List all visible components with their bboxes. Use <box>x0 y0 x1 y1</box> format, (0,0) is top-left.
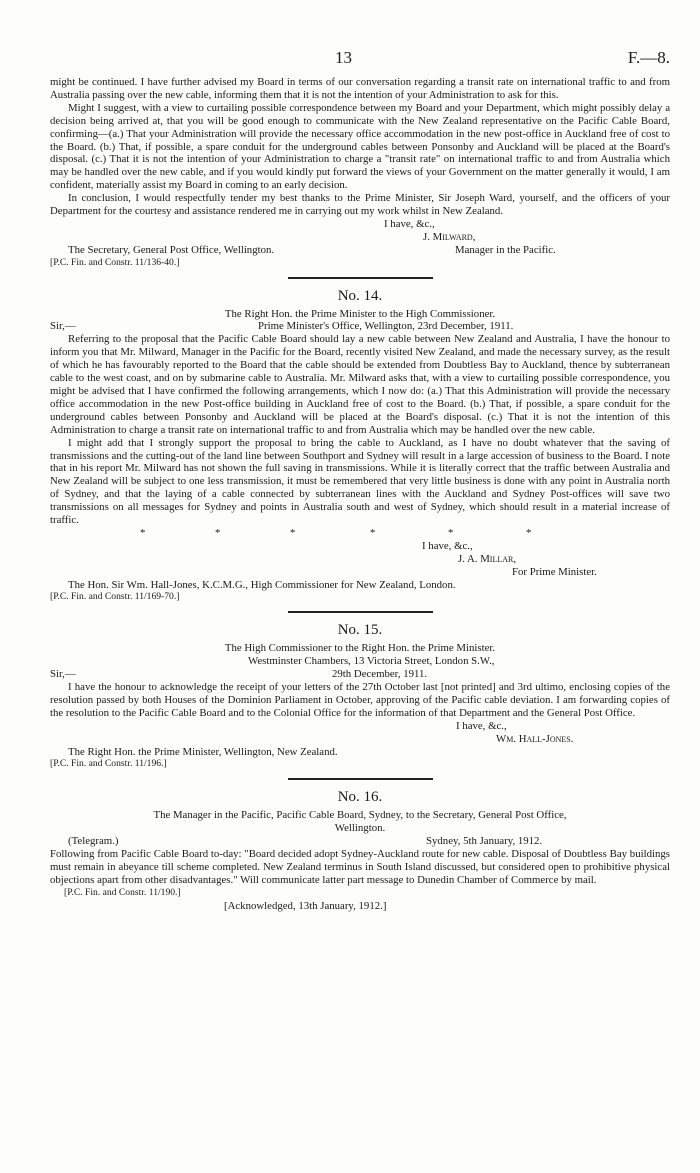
file-reference: [P.C. Fin. and Constr. 11/136-40.] <box>50 256 180 268</box>
section-number: No. 15. <box>337 622 383 639</box>
star: * <box>290 526 296 539</box>
from-to-line: The Manager in the Pacific, Pacific Cable Board, Sydney, to the Secretary, General Post Office, <box>153 809 567 822</box>
signer-title: Manager in the Pacific. <box>455 243 556 256</box>
signature-line <box>50 553 670 566</box>
addressee-line <box>50 244 670 257</box>
file-reference: [P.C. Fin. and Constr. 11/196.] <box>50 758 167 770</box>
closing: I have, &c., <box>384 217 435 230</box>
document-reference: F.—8. <box>627 48 670 67</box>
letter-16 <box>50 789 670 912</box>
salutation-line <box>50 320 670 333</box>
closing: I have, &c., <box>422 539 473 552</box>
omission-stars <box>50 527 670 540</box>
section-number: No. 14. <box>337 287 383 304</box>
letter-13-continuation <box>50 76 670 270</box>
salutation-line <box>50 668 670 681</box>
from-to-line: The Right Hon. the Prime Minister to the High Commissioner. <box>224 307 496 320</box>
place-date: Prime Minister's Office, Wellington, 23rd December, 1911. <box>258 320 514 333</box>
section-divider <box>288 778 433 780</box>
paragraph: Referring to the proposal that the Pacific Cable Board should lay a new cable between New Zealand and Australia, I have the honour to inform you that Mr. Milward, Manager in the Pacific for the Board, recently visited New Zealand, and made the necessary survey, as the result of which he has favourably reported to the Board that the cable should be extended from Doubtless Bay to Auckland, thence by subterranean cable to the west coast, and on by submarine cable to Australia. Mr. Milward asks that, with a view to curtailing possible correspondence, you might be advised that I have confirmed the following arrangements, which I now do: (a.) That this Administration will provide the necessary office accommodation in the new Post-office building in Auckland free of cost to the Board. (b.) That, if possible, a spare conduit for the underground cables between Ponsonby and Auckland will be placed at the Board's disposal. (c.) That it is not the intention of this Administration to charge a transit rate on international traffic to and from Australia which may be handled over the new cable. <box>50 333 670 436</box>
file-reference: [P.C. Fin. and Constr. 11/190.] <box>64 886 181 898</box>
paragraph: might be continued. I have further advised my Board in terms of our conversation regarding a transit rate on international traffic to and from Australia passing over the new cable, informing them that it is not the intention of your Administration to ask for this. <box>50 76 670 101</box>
place: Westminster Chambers, 13 Victoria Street, London S.W., <box>248 655 495 668</box>
addressee: The Secretary, General Post Office, Wellington. <box>68 243 275 256</box>
document-body <box>50 76 670 913</box>
paragraph: Might I suggest, with a view to curtailing possible correspondence between my Board and your Department, which might possibly delay a decision being arrived at, that you will be good enough to communicate with the New Zealand representative on the Pacific Cable Board, confirming—(a.) That your Administration will provide the necessary office accommodation in the new post-office in Auckland free of cost to the Board. (b.) That, if possible, a spare conduit for the underground cables between Ponsonby and Auckland will be placed at the Board's disposal. (c.) That it is not the intention of your Administration to charge a "transit rate" on international traffic to and from Australia which may be handled over the new cable, and if you would kindly put forward the views of your Government on the matter generally it would, I am confident, materially assist my Board in coming to an early decision. <box>50 101 670 192</box>
closing: I have, &c., <box>456 719 507 732</box>
paragraph: I have the honour to acknowledge the receipt of your letters of the 27th October last [not printed] and 3rd ultimo, enclosing copies of the resolution passed by both Houses of the Dominion Parliament in October, approving of the Pacific cable deviation. I am forwarding copies of the resolution to the Pacific Cable Board and to the Colonial Office for the information of that Department and the General Post Office. <box>50 681 670 719</box>
section-divider <box>288 277 433 279</box>
date: 29th December, 1911. <box>332 668 428 681</box>
telegram-label: (Telegram.) <box>68 835 119 848</box>
section-number: No. 16. <box>337 789 383 806</box>
signer-title-line <box>50 566 670 579</box>
star: * <box>370 526 376 539</box>
file-reference: [P.C. Fin. and Constr. 11/169-70.] <box>50 591 180 603</box>
from-to-line-2: Wellington. <box>334 822 386 835</box>
paragraph: In conclusion, I would respectfully tender my best thanks to the Prime Minister, Sir Joseph Ward, yourself, and the officers of your Department for the courtesy and assistance rendered me in carrying out my work whilst in New Zealand. <box>50 192 670 218</box>
place-date: Sydney, 5th January, 1912. <box>426 835 543 848</box>
acknowledgement: [Acknowledged, 13th January, 1912.] <box>224 899 387 912</box>
letter-15 <box>50 622 670 771</box>
closing-line <box>50 720 670 733</box>
signature-line <box>50 231 670 244</box>
star: * <box>526 526 532 539</box>
signer-name: J. A. Millar, <box>458 552 517 565</box>
star: * <box>140 526 146 539</box>
place-line <box>50 655 670 668</box>
salutation: Sir,— <box>50 320 76 333</box>
letter-14 <box>50 288 670 605</box>
signer-title: For Prime Minister. <box>512 565 597 578</box>
telegram-line <box>50 835 670 848</box>
paragraph: I might add that I strongly support the proposal to bring the cable to Auckland, as I have no doubt whatever that the saving of transmissions and the cutting-out of the land line between Southport and Sydney will result in a large accession of business to the Board. I note that in his report Mr. Milward has not shown the full saving in transmissions. While it is literally correct that the traffic between Australia and New Zealand will be subject to one less transmission, it must be remembered that very little business is done with any point in Australia north of Sydney, and that the laying of a cable connected by subterranean lines with the Auckland and Sydney Post-offices will save two transmissions on all messages for Sydney and points in Australia south and west of Sydney, which should result in a material increase of traffic. <box>50 436 670 527</box>
paragraph: Following from Pacific Cable Board to-day: "Board decided adopt Sydney-Auckland route for new cable. Disposal of Doubtless Bay buildings must remain in abeyance till scheme completed. New Zealand terminus in South Island discussed, but considered open to prohibitive physical objections apart from other disadvantages." Will communicate latter part message to Dunedin Chamber of Commerce by mail. <box>50 848 670 886</box>
star: * <box>215 526 221 539</box>
section-divider <box>288 611 433 613</box>
salutation: Sir,— <box>50 668 76 681</box>
page-header <box>50 48 670 68</box>
from-to-line: The High Commissioner to the Right Hon. the Prime Minister. <box>224 642 496 655</box>
addressee: The Right Hon. the Prime Minister, Wellington, New Zealand. <box>68 745 338 758</box>
page-number: 13 <box>335 48 352 67</box>
addressee: The Hon. Sir Wm. Hall-Jones, K.C.M.G., High Commissioner for New Zealand, London. <box>68 578 456 591</box>
signer-name: Wm. Hall-Jones. <box>496 732 574 745</box>
signer-name: J. Milward, <box>423 230 476 243</box>
closing-line <box>50 540 670 553</box>
document-page <box>50 0 670 1173</box>
closing-line <box>50 218 670 231</box>
signature-line <box>50 733 670 746</box>
star: * <box>448 526 454 539</box>
